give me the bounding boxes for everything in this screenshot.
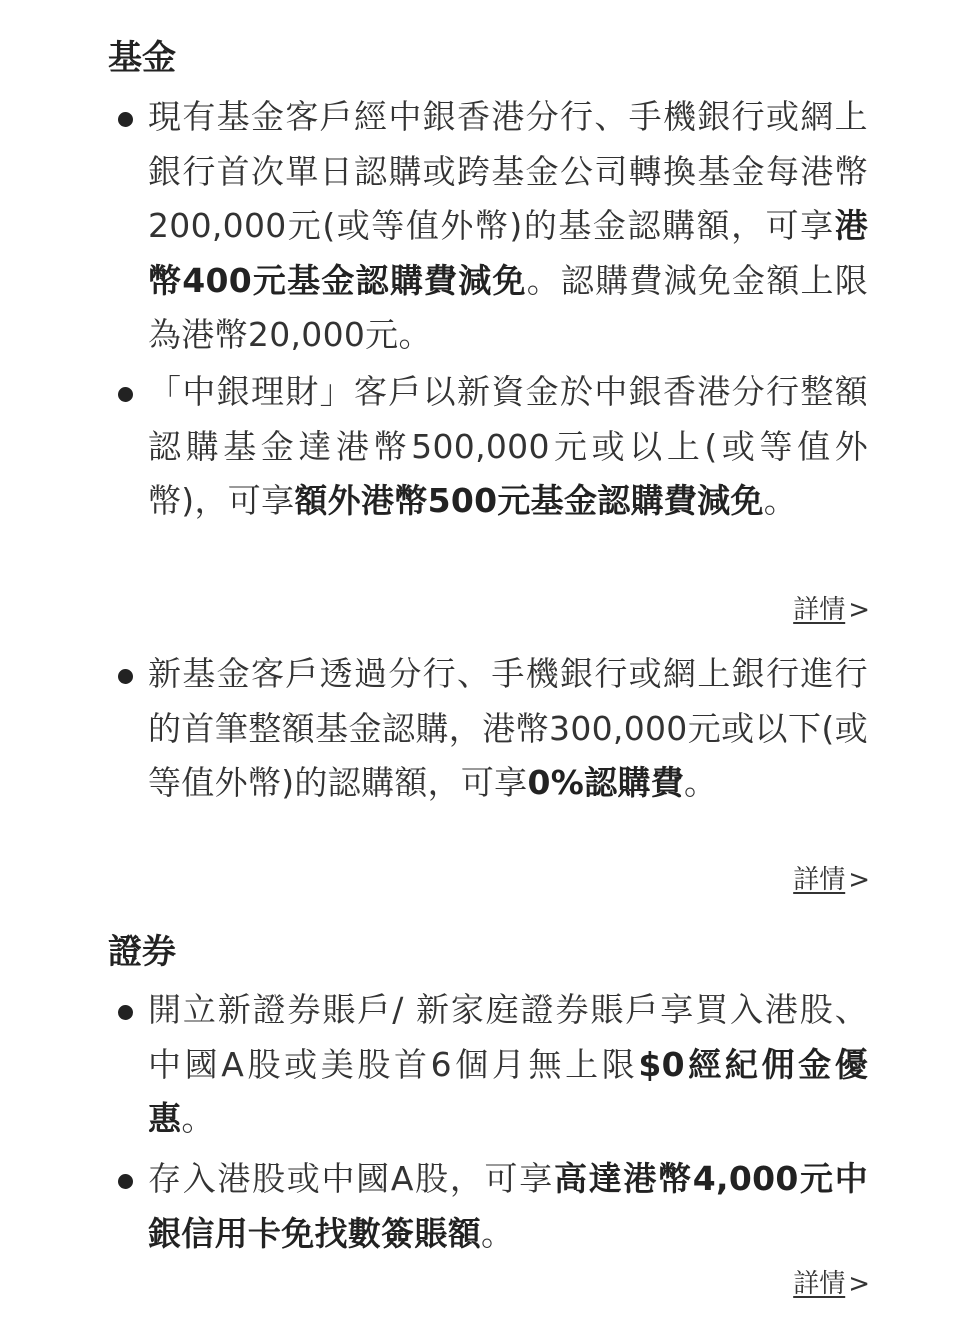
funds-bullet-3-text-part2: 。 [684, 763, 718, 802]
securities-bullet-2 [118, 1152, 868, 1261]
bullet-dot-icon [118, 387, 133, 402]
securities-bullet-1 [118, 983, 868, 1147]
funds-section-title: 基金 [108, 38, 176, 78]
funds-bullet-2 [118, 365, 868, 529]
funds-bullet-1-text-part2: 。認購費減免金額上限為港幣20,000元。 [148, 260, 868, 354]
funds-bullet-1-text-part1: 現有基金客戶經中銀香港分行、手機銀行或網上銀行首次單日認購或跨基金公司轉換基金每港幣200,000元(或等值外幣)的基金認購額，可享 [148, 97, 868, 245]
securities-section-title: 證券 [108, 932, 176, 972]
securities-bullet-2-text-part2: 。 [481, 1213, 515, 1253]
securities-bullet-2-text [148, 1152, 868, 1261]
bullet-dot-icon [118, 1005, 133, 1020]
chevron-right-icon: > [848, 865, 870, 895]
funds-bullet-2-text [148, 365, 868, 529]
funds-bullet-1 [118, 90, 868, 363]
funds-bullet-1-text [148, 90, 868, 363]
securities-details-link[interactable] [793, 1267, 870, 1301]
funds-bullet-2-text-part2: 。 [763, 481, 798, 520]
funds-bullet-1-highlight: 港幣400元基金認購費減免 [148, 206, 868, 300]
chevron-right-icon: > [848, 1269, 870, 1299]
bullet-dot-icon [118, 1174, 133, 1189]
chevron-right-icon: > [848, 595, 870, 625]
bullet-dot-icon [118, 112, 133, 127]
funds-bullet-2-highlight: 額外港幣500元基金認購費減免 [294, 481, 764, 520]
securities-bullet-1-highlight: $0經紀佣金優惠 [148, 1044, 868, 1138]
funds-bullet-3-text-part1: 新基金客戶透過分行、手機銀行或網上銀行進行的首筆整額基金認購，港幣300,000元或以下(或等值外幣)的認購額，可享 [148, 654, 868, 802]
securities-bullet-1-text-part1: 開立新證券賬戶/ 新家庭證券賬戶享買入港股、中國A股或美股首6個月無上限 [148, 990, 868, 1084]
securities-bullet-2-highlight: 高達港幣4,000元中銀信用卡免找數簽賬額 [148, 1159, 868, 1253]
funds-details-link-2[interactable] [793, 863, 870, 897]
securities-bullet-1-text [148, 983, 868, 1147]
funds-bullet-2-text-part1: 「中銀理財」客戶以新資金於中銀香港分行整額認購基金達港幣500,000元或以上(或等值外幣)，可享 [148, 372, 868, 520]
funds-bullet-3 [118, 647, 868, 811]
funds-bullet-3-text [148, 647, 868, 811]
funds-bullet-3-highlight: 0%認購費 [527, 763, 685, 802]
details-link-label: 詳情 [793, 865, 846, 895]
funds-details-link-1[interactable] [793, 593, 870, 627]
bullet-dot-icon [118, 669, 133, 684]
details-link-label: 詳情 [793, 595, 846, 625]
details-link-label: 詳情 [793, 1269, 846, 1299]
securities-bullet-2-text-part1: 存入港股或中國A股，可享 [148, 1159, 554, 1198]
securities-bullet-1-text-part2: 。 [181, 1099, 215, 1138]
